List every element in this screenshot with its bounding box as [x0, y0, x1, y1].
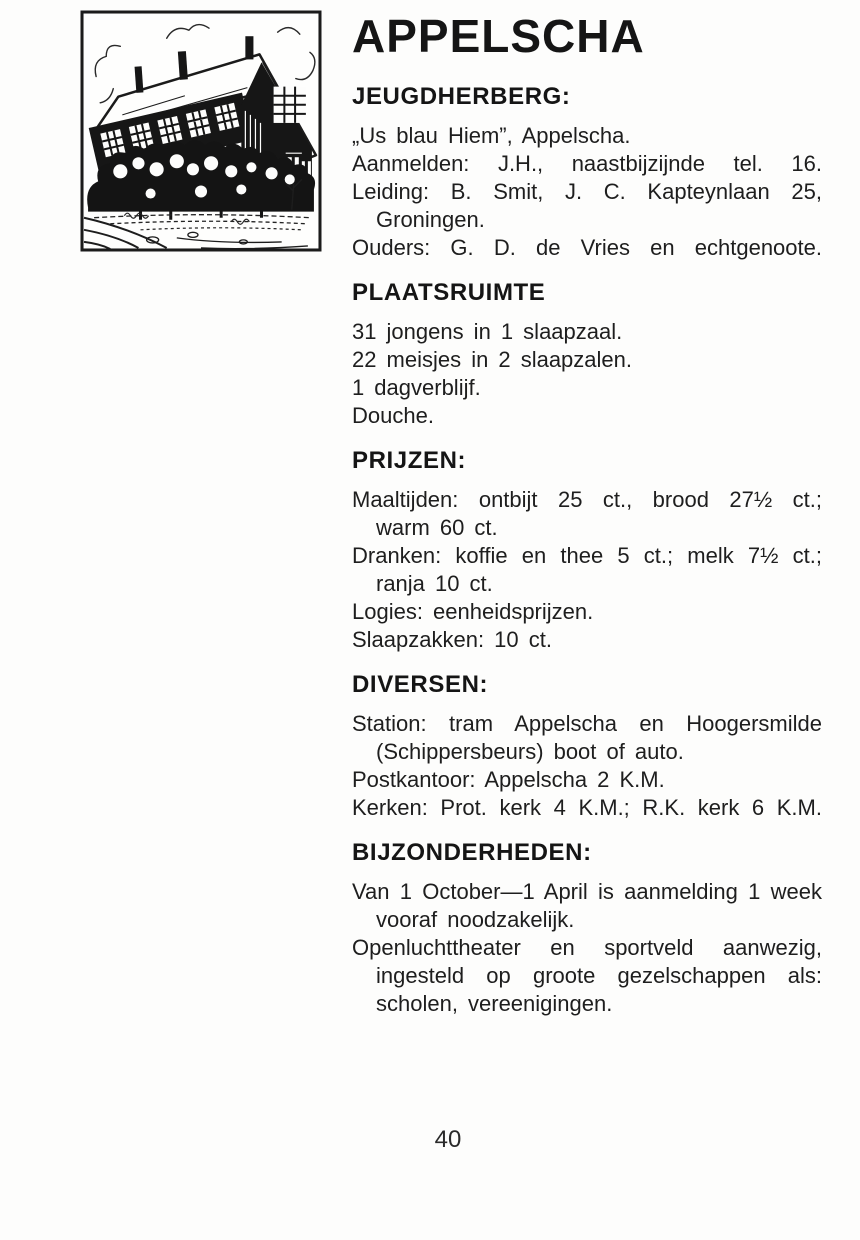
section-heading-jeugdherberg: JEUGDHERBERG:: [352, 83, 571, 110]
text-line: Van 1 October—1 April is aanmelding 1 week: [352, 879, 822, 904]
text-line: Station: tram Appelscha en Hoogersmilde: [352, 711, 822, 736]
page-number: 40: [434, 1126, 462, 1153]
section-heading-diversen: DIVERSEN:: [352, 671, 489, 698]
text-line: Logies: eenheidsprijzen.: [352, 599, 594, 624]
text-line: Aanmelden: J.H., naastbijzijnde tel. 16.: [352, 151, 822, 176]
text-line: ranja 10 ct.: [376, 571, 493, 596]
text-line: Kerken: Prot. kerk 4 K.M.; R.K. kerk 6 K.M.: [352, 795, 822, 820]
text-line: Groningen.: [376, 207, 485, 232]
section-prijzen: [352, 448, 822, 654]
hostel-illustration: [80, 10, 322, 252]
text-line: Slaapzakken: 10 ct.: [352, 627, 552, 652]
section-heading-bijzonderheden: BIJZONDERHEDEN:: [352, 839, 592, 866]
text-line: Leiding: B. Smit, J. C. Kapteynlaan 25,: [352, 179, 822, 204]
text-line: warm 60 ct.: [376, 515, 498, 540]
section-bijzonderheden: [352, 840, 822, 1018]
page-title: APPELSCHA: [352, 10, 645, 62]
text-line: 22 meisjes in 2 slaapzalen.: [352, 347, 632, 372]
text-line: vooraf noodzakelijk.: [376, 907, 575, 932]
section-heading-prijzen: PRIJZEN:: [352, 447, 467, 474]
text-line: Openluchttheater en sportveld aanwezig,: [352, 935, 822, 960]
text-line: Douche.: [352, 403, 434, 428]
text-line: 31 jongens in 1 slaapzaal.: [352, 319, 623, 344]
section-plaatsruimte: [352, 280, 822, 430]
text-line: ingesteld op groote gezelschappen als:: [376, 963, 822, 988]
farmhouse-woodcut-icon: [80, 10, 322, 252]
text-line: „Us blau Hiem”, Appelscha.: [352, 123, 631, 148]
section-heading-plaatsruimte: PLAATSRUIMTE: [352, 279, 546, 306]
text-line: Ouders: G. D. de Vries en echtgenoote.: [352, 235, 822, 260]
text-line: Postkantoor: Appelscha 2 K.M.: [352, 767, 665, 792]
section-diversen: [352, 672, 822, 822]
text-line: 1 dagverblijf.: [352, 375, 481, 400]
section-jeugdherberg: [352, 84, 822, 262]
text-line: scholen, vereenigingen.: [376, 991, 613, 1016]
text-line: Maaltijden: ontbijt 25 ct., brood 27½ ct.;: [352, 487, 822, 512]
text-line: (Schippersbeurs) boot of auto.: [376, 739, 684, 764]
text-column: [352, 10, 822, 1036]
text-line: Dranken: koffie en thee 5 ct.; melk 7½ ct.;: [352, 543, 822, 568]
